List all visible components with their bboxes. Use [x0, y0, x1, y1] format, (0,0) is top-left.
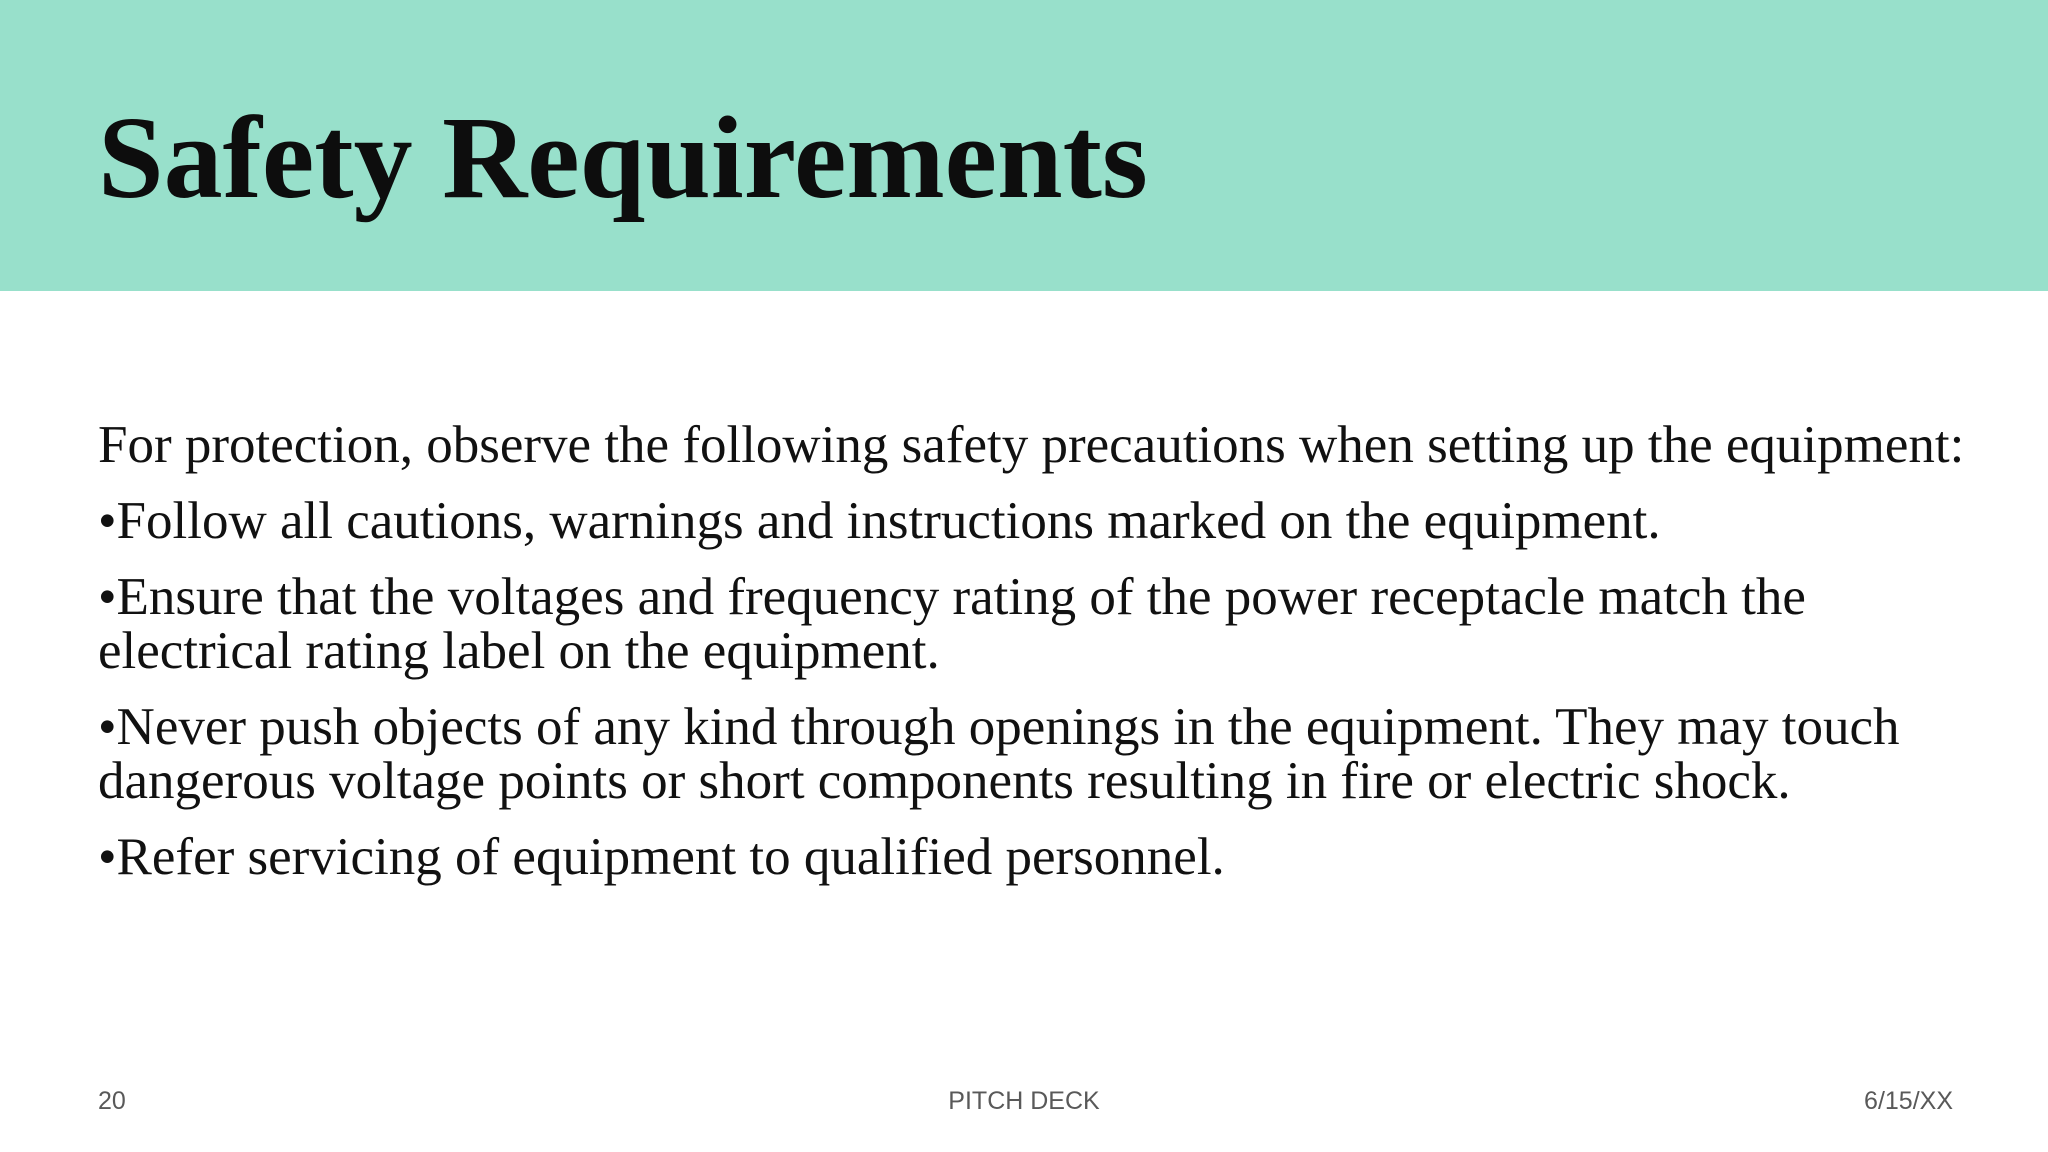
title-band: [0, 0, 2048, 291]
bullet-item: •Never push objects of any kind through openings in the equipment. They may touch dangerous voltage points or short components resulting in fire or electric shock.: [98, 698, 1900, 810]
slide-title: Safety Requirements: [98, 92, 1148, 223]
page-number: 20: [98, 1087, 126, 1115]
footer-date: 6/15/XX: [1864, 1087, 1953, 1115]
bullet-item: •Refer servicing of equipment to qualified personnel.: [98, 828, 1225, 886]
slide-body: [98, 418, 1978, 906]
footer-title: PITCH DECK: [948, 1087, 1100, 1115]
intro-paragraph: For protection, observe the following safety precautions when setting up the equipment:: [98, 416, 1965, 474]
bullet-item: •Follow all cautions, warnings and instructions marked on the equipment.: [98, 492, 1661, 550]
bullet-item: •Ensure that the voltages and frequency rating of the power receptacle match the electrical rating label on the equipment.: [98, 568, 1806, 680]
